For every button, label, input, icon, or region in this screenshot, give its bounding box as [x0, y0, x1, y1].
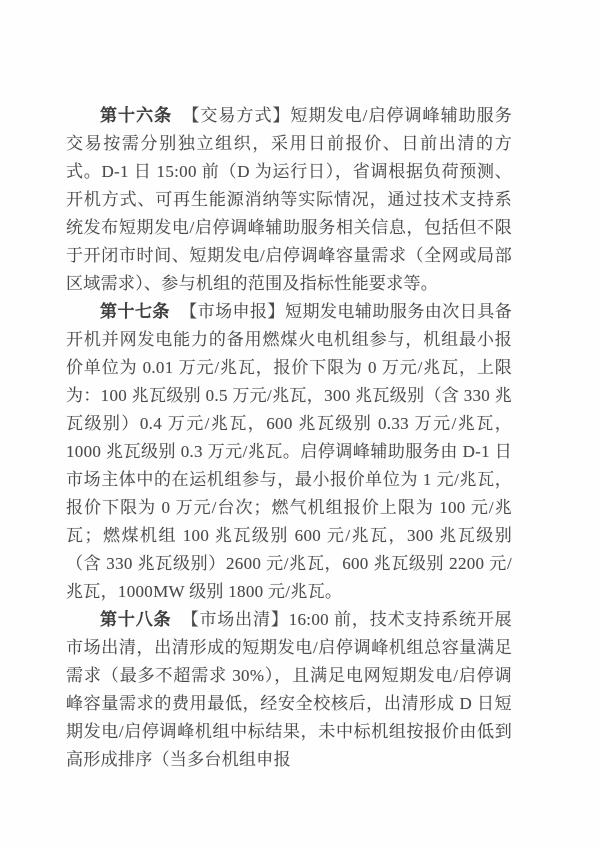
article-17-text: 短期发电辅助服务由次日具备开机并网发电能力的备用燃煤火电机组参与，机组最小报价单位为 0.01 万元/兆瓦，报价下限为 0 万元/兆瓦，上限为：100 兆瓦级别 0.5 万元/兆瓦，300 兆瓦级别（含 330 兆瓦级别）0.4 万元/兆瓦，600 兆瓦级别 0.33 万元/兆瓦，1000 兆瓦级别 0.3 万元/兆瓦。启停调峰辅助服务由 D-1 日市场主体中的在运机组参与，最小报价单位为 1 元/兆瓦，报价下限为 0 万元/台次；燃气机组报价上限为 100 元/兆瓦；燃煤机组 100 兆瓦级别 600 元/兆瓦，300 兆瓦级别（含 330 兆瓦级别）2600 元/兆瓦，600 兆瓦级别 2200 元/兆瓦，1000MW 级别 1800 元/兆瓦。 [66, 302, 513, 601]
article-16-tag: 【交易方式】 [182, 106, 291, 125]
article-18-text: 16:00 前，技术支持系统开展市场出清，出清形成的短期发电/启停调峰机组总容量满足需求（最多不超需求 30%），且满足电网短期发电/启停调峰容量需求的费用最低，经安全校核后，出清形成 D 日短期发电/启停调峰机组中标结果，未中标机组按报价由低到高形成排序（当多台机组申报 [66, 610, 512, 769]
article-17-tag: 【市场申报】 [180, 302, 285, 321]
article-16-text: 短期发电/启停调峰辅助服务交易按需分别独立组织，采用日前报价、日前出清的方式。D-1 日 15:00 前（D 为运行日），省调根据负荷预测、开机方式、可再生能源消纳等实际情况，通过技术支持系统发布短期发电/启停调峰辅助服务相关信息，包括但不限于开闭市时间、短期发电/启停调峰容量需求（全网或局部区域需求）、参与机组的范围及指标性能要求等。 [66, 106, 512, 293]
article-17-paragraph [66, 298, 512, 606]
article-16-paragraph [66, 102, 512, 298]
article-18-paragraph [66, 606, 512, 774]
article-16-number: 第十六条 [100, 106, 173, 125]
article-18-number: 第十八条 [100, 610, 172, 629]
article-17-number: 第十七条 [100, 302, 170, 321]
article-18-tag: 【市场出清】 [181, 610, 289, 629]
document-body [66, 102, 512, 774]
